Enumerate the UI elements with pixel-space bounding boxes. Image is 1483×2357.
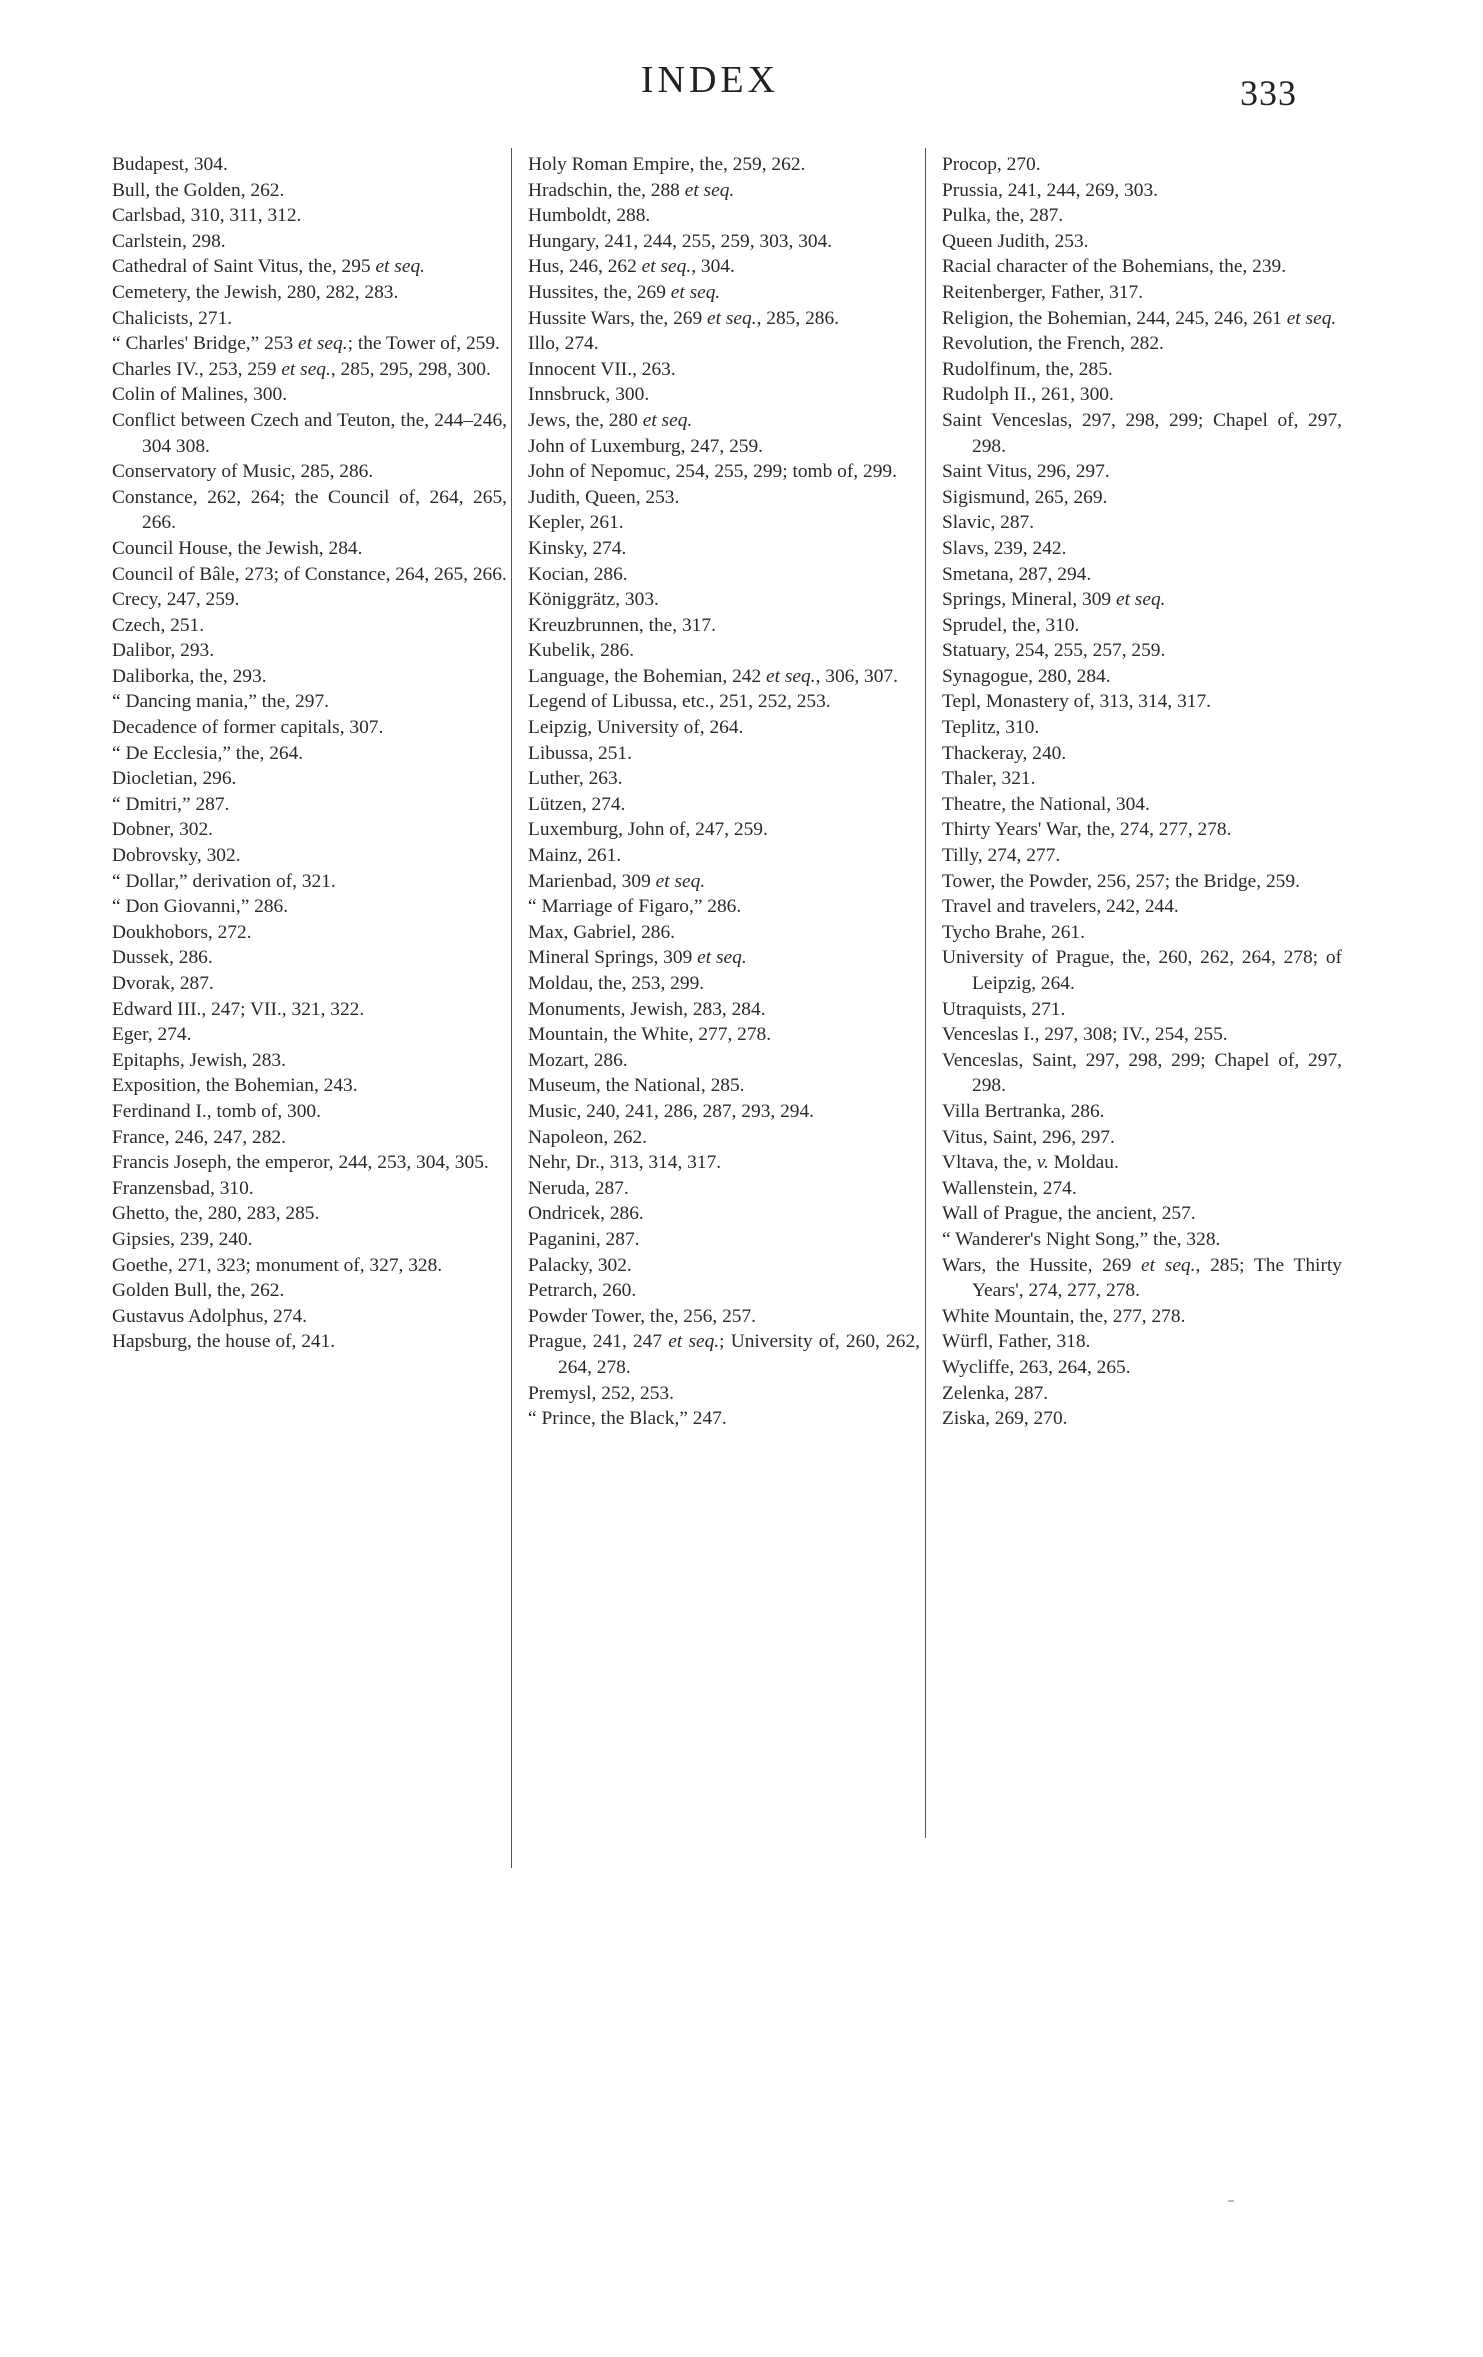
index-entry: Paganini, 287.	[528, 1228, 640, 1250]
index-entry: Epitaphs, Jewish, 283.	[112, 1049, 286, 1071]
index-entry: Innocent VII., 263.	[528, 358, 676, 380]
index-entry: Mineral Springs, 309 et seq.	[528, 947, 747, 969]
index-entry: Budapest, 304.	[112, 154, 228, 175]
index-entry: Vltava, the, v. Moldau.	[942, 1152, 1119, 1174]
index-entry: Saint Vitus, 296, 297.	[942, 461, 1110, 483]
index-entry: Crecy, 247, 259.	[112, 589, 240, 611]
index-entry: “ Charles' Bridge,” 253 et seq.; the Tower of, 259.	[112, 333, 500, 355]
index-entry: “ Dmitri,” 287.	[112, 793, 230, 815]
index-entry: Napoleon, 262.	[528, 1126, 648, 1148]
index-entry: Ziska, 269, 270.	[942, 1408, 1068, 1430]
index-entry: Neruda, 287.	[528, 1177, 629, 1199]
index-entry: Premysl, 252, 253.	[528, 1382, 674, 1404]
index-entry: Hus, 246, 262 et seq., 304.	[528, 256, 735, 278]
index-entry: Statuary, 254, 255, 257, 259.	[942, 640, 1166, 662]
index-entry: University of Prague, the, 260, 262, 264, 278; of Leipzig, 264.	[942, 947, 1342, 994]
column-divider	[511, 148, 512, 1868]
index-entry: Kocian, 286.	[528, 563, 628, 585]
index-entry: Sigismund, 265, 269.	[942, 486, 1108, 508]
index-entry: Holy Roman Empire, the, 259, 262.	[528, 154, 806, 175]
index-entry: “ De Ecclesia,” the, 264.	[112, 742, 304, 764]
index-entry: Daliborka, the, 293.	[112, 665, 267, 687]
index-entry: White Mountain, the, 277, 278.	[942, 1305, 1186, 1327]
index-column-1	[112, 152, 507, 1355]
index-entry: Tower, the Powder, 256, 257; the Bridge, 259.	[942, 870, 1300, 892]
index-entry: Tepl, Monastery of, 313, 314, 317.	[942, 691, 1211, 713]
index-entry: Dobner, 302.	[112, 819, 214, 841]
index-entry: Dalibor, 293.	[112, 640, 215, 662]
index-entry: Cemetery, the Jewish, 280, 282, 283.	[112, 281, 399, 303]
index-entry: Cathedral of Saint Vitus, the, 295 et seq.	[112, 256, 425, 278]
index-entry: Illo, 274.	[528, 333, 599, 355]
page-number: 333	[1240, 73, 1297, 113]
index-entry: Königgrätz, 303.	[528, 589, 659, 611]
index-entry: Pulka, the, 287.	[942, 205, 1064, 227]
index-entry: Marienbad, 309 et seq.	[528, 870, 706, 892]
index-entry: Smetana, 287, 294.	[942, 563, 1092, 585]
index-entry: “ Dollar,” derivation of, 321.	[112, 870, 336, 892]
index-entry: Lützen, 274.	[528, 793, 626, 815]
index-entry: Innsbruck, 300.	[528, 384, 650, 406]
index-entry: Carlstein, 298.	[112, 230, 226, 252]
index-entry: Franzensbad, 310.	[112, 1177, 254, 1199]
index-entry: Teplitz, 310.	[942, 717, 1040, 739]
index-entry: Kubelik, 286.	[528, 640, 635, 662]
index-entry: Venceslas I., 297, 308; IV., 254, 255.	[942, 1024, 1228, 1046]
index-entry: “ Don Giovanni,” 286.	[112, 896, 289, 918]
index-entry: Goethe, 271, 323; monument of, 327, 328.	[112, 1254, 443, 1276]
index-entry: Tycho Brahe, 261.	[942, 921, 1085, 943]
index-entry: Wall of Prague, the ancient, 257.	[942, 1203, 1196, 1225]
index-entry: Mountain, the White, 277, 278.	[528, 1024, 772, 1046]
index-entry: Mainz, 261.	[528, 845, 622, 867]
index-entry: Edward III., 247; VII., 321, 322.	[112, 998, 365, 1020]
index-entry: Gipsies, 239, 240.	[112, 1228, 253, 1250]
index-entry: Kepler, 261.	[528, 512, 624, 534]
index-entry: Kreuzbrunnen, the, 317.	[528, 614, 716, 636]
index-entry: Vitus, Saint, 296, 297.	[942, 1126, 1115, 1148]
index-entry: Synagogue, 280, 284.	[942, 665, 1111, 687]
index-entry: Palacky, 302.	[528, 1254, 632, 1276]
index-entry: Hussites, the, 269 et seq.	[528, 281, 721, 303]
index-entry: Council House, the Jewish, 284.	[112, 537, 363, 559]
index-entry: Music, 240, 241, 286, 287, 293, 294.	[528, 1100, 815, 1122]
index-entry: Ferdinand I., tomb of, 300.	[112, 1100, 321, 1122]
index-entry: “ Prince, the Black,” 247.	[528, 1408, 727, 1430]
index-entry: Saint Venceslas, 297, 298, 299; Chapel of, 297, 298.	[942, 409, 1342, 457]
index-entry: Sprudel, the, 310.	[942, 614, 1080, 636]
index-entry: Racial character of the Bohemians, the, 239.	[942, 256, 1287, 278]
index-entry: Conservatory of Music, 285, 286.	[112, 461, 374, 483]
index-entry: “ Marriage of Figaro,” 286.	[528, 896, 742, 918]
index-entry: Moldau, the, 253, 299.	[528, 973, 705, 994]
index-entry: Rudolph II., 261, 300.	[942, 384, 1114, 406]
index-entry: John of Nepomuc, 254, 255, 299; tomb of, 299.	[528, 461, 897, 483]
index-entry: Rudolfinum, the, 285.	[942, 358, 1113, 380]
index-entry: Colin of Malines, 300.	[112, 384, 288, 406]
index-entry: Monuments, Jewish, 283, 284.	[528, 998, 766, 1020]
index-entry: Travel and travelers, 242, 244.	[942, 896, 1179, 918]
index-entry: Czech, 251.	[112, 614, 205, 636]
index-entry: Petrarch, 260.	[528, 1280, 637, 1302]
index-entry: Eger, 274.	[112, 1024, 192, 1046]
index-entry: Zelenka, 287.	[942, 1382, 1049, 1404]
page-title: INDEX	[640, 59, 780, 101]
index-entry: Slavs, 239, 242.	[942, 537, 1067, 559]
index-entry: Thirty Years' War, the, 274, 277, 278.	[942, 819, 1232, 841]
index-entry: Language, the Bohemian, 242 et seq., 306, 307.	[528, 665, 898, 687]
index-entry: Hungary, 241, 244, 255, 259, 303, 304.	[528, 230, 833, 252]
index-entry: Wars, the Hussite, 269 et seq., 285; The Thirty Years', 274, 277, 278.	[942, 1254, 1342, 1302]
index-entry: Powder Tower, the, 256, 257.	[528, 1305, 757, 1327]
index-entry: Humboldt, 288.	[528, 205, 651, 227]
index-entry: Max, Gabriel, 286.	[528, 921, 676, 943]
index-entry: Conflict between Czech and Teuton, the, 244–246, 304 308.	[112, 409, 507, 457]
index-entry: Springs, Mineral, 309 et seq.	[942, 589, 1166, 611]
index-entry: Leipzig, University of, 264.	[528, 717, 744, 739]
index-entry: Decadence of former capitals, 307.	[112, 717, 384, 739]
index-entry: Nehr, Dr., 313, 314, 317.	[528, 1152, 722, 1174]
index-entry: Jews, the, 280 et seq.	[528, 409, 693, 431]
index-entry: Venceslas, Saint, 297, 298, 299; Chapel of, 297, 298.	[942, 1049, 1342, 1097]
index-entry: Judith, Queen, 253.	[528, 486, 680, 508]
index-entry: Legend of Libussa, etc., 251, 252, 253.	[528, 691, 831, 713]
index-entry: Revolution, the French, 282.	[942, 333, 1164, 355]
index-entry: Golden Bull, the, 262.	[112, 1280, 285, 1302]
index-entry: Hradschin, the, 288 et seq.	[528, 179, 735, 201]
index-entry: Charles IV., 253, 259 et seq., 285, 295, 298, 300.	[112, 358, 491, 380]
index-entry: Constance, 262, 264; the Council of, 264, 265, 266.	[112, 486, 507, 534]
index-entry: Gustavus Adolphus, 274.	[112, 1305, 307, 1327]
index-entry: Thaler, 321.	[942, 768, 1036, 790]
index-entry: Religion, the Bohemian, 244, 245, 246, 261 et seq.	[942, 307, 1337, 329]
index-entry: Council of Bâle, 273; of Constance, 264, 265, 266.	[112, 563, 507, 585]
index-column-3	[942, 152, 1342, 1432]
index-entry: Prague, 241, 247 et seq.; University of, 260, 262, 264, 278.	[528, 1331, 920, 1378]
index-entry: Wycliffe, 263, 264, 265.	[942, 1356, 1131, 1378]
index-entry: Luxemburg, John of, 247, 259.	[528, 819, 768, 841]
page-mark	[1228, 2200, 1234, 2202]
index-entry: Thackeray, 240.	[942, 742, 1067, 764]
index-entry: Dvorak, 287.	[112, 973, 214, 994]
index-entry: Exposition, the Bohemian, 243.	[112, 1075, 358, 1097]
index-entry: “ Wanderer's Night Song,” the, 328.	[942, 1228, 1221, 1250]
index-entry: Hussite Wars, the, 269 et seq., 285, 286.	[528, 307, 840, 329]
index-entry: Kinsky, 274.	[528, 537, 627, 559]
index-entry: Ghetto, the, 280, 283, 285.	[112, 1203, 320, 1225]
index-entry: Procop, 270.	[942, 154, 1041, 175]
index-entry: France, 246, 247, 282.	[112, 1126, 286, 1148]
index-entry: Queen Judith, 253.	[942, 230, 1089, 252]
index-entry: John of Luxemburg, 247, 259.	[528, 435, 764, 457]
index-entry: Würfl, Father, 318.	[942, 1331, 1091, 1353]
index-entry: Mozart, 286.	[528, 1049, 628, 1071]
index-entry: Doukhobors, 272.	[112, 921, 252, 943]
index-entry: Prussia, 241, 244, 269, 303.	[942, 179, 1158, 201]
index-entry: Tilly, 274, 277.	[942, 845, 1061, 867]
index-entry: Dussek, 286.	[112, 947, 213, 969]
index-entry: Luther, 263.	[528, 768, 623, 790]
index-entry: Utraquists, 271.	[942, 998, 1066, 1020]
index-entry: Wallenstein, 274.	[942, 1177, 1077, 1199]
index-entry: Dobrovsky, 302.	[112, 845, 241, 867]
index-column-2	[528, 152, 920, 1432]
index-entry: Ondricek, 286.	[528, 1203, 644, 1225]
index-entry: Libussa, 251.	[528, 742, 632, 764]
index-entry: Francis Joseph, the emperor, 244, 253, 304, 305.	[112, 1152, 489, 1174]
index-entry: Slavic, 287.	[942, 512, 1035, 534]
index-entry: Chalicists, 271.	[112, 307, 233, 329]
index-entry: “ Dancing mania,” the, 297.	[112, 691, 329, 713]
index-entry: Museum, the National, 285.	[528, 1075, 745, 1097]
index-entry: Carlsbad, 310, 311, 312.	[112, 205, 302, 227]
index-entry: Theatre, the National, 304.	[942, 793, 1150, 815]
column-divider	[925, 148, 926, 1838]
index-entry: Reitenberger, Father, 317.	[942, 281, 1144, 303]
index-entry: Villa Bertranka, 286.	[942, 1100, 1105, 1122]
index-entry: Bull, the Golden, 262.	[112, 179, 285, 201]
index-entry: Diocletian, 296.	[112, 768, 237, 790]
index-entry: Hapsburg, the house of, 241.	[112, 1331, 336, 1353]
